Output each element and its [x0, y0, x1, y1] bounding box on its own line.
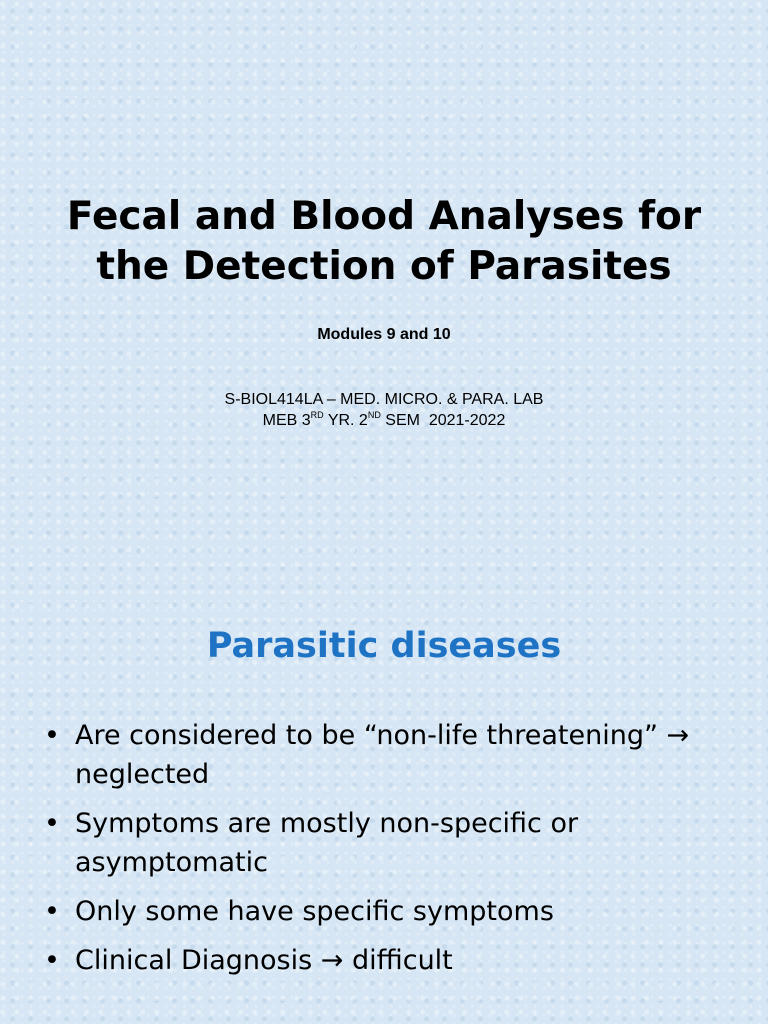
bullet-text: Clinical Diagnosis → difficult: [75, 945, 453, 976]
term-prefix: MEB 3: [262, 412, 311, 429]
bullet-list: [40, 716, 740, 990]
bullet-dot: •: [44, 720, 60, 751]
course-info: [0, 389, 768, 431]
title-line-2: the Detection of Parasites: [96, 244, 672, 289]
term-sup-nd: ND: [367, 410, 381, 420]
bullet-dot: •: [44, 945, 60, 976]
bullet-text: Are considered to be “non-life threatening” → neglected: [75, 720, 690, 790]
modules-label: Modules 9 and 10: [317, 326, 451, 343]
slide-parasitic-diseases: [0, 576, 768, 1024]
bullet-dot: •: [44, 808, 60, 839]
bullet-dot: •: [44, 896, 60, 927]
course-term: [0, 410, 768, 431]
list-item: [40, 941, 740, 980]
term-middle: YR. 2: [323, 412, 368, 429]
list-item: [40, 804, 740, 882]
bullet-text: Symptoms are mostly non-specific or asymptomatic: [75, 808, 579, 878]
bullet-text: Only some have specific symptoms: [75, 896, 554, 927]
list-item: [40, 716, 740, 794]
course-code: S-BIOL414LA – MED. MICRO. & PARA. LAB: [224, 391, 544, 408]
main-title: [40, 192, 728, 292]
slide-heading: Parasitic diseases: [206, 626, 562, 666]
list-item: [40, 892, 740, 931]
term-suffix: SEM 2021-2022: [380, 412, 506, 429]
title-line-1: Fecal and Blood Analyses for: [66, 194, 702, 239]
term-sup-rd: RD: [310, 410, 324, 420]
